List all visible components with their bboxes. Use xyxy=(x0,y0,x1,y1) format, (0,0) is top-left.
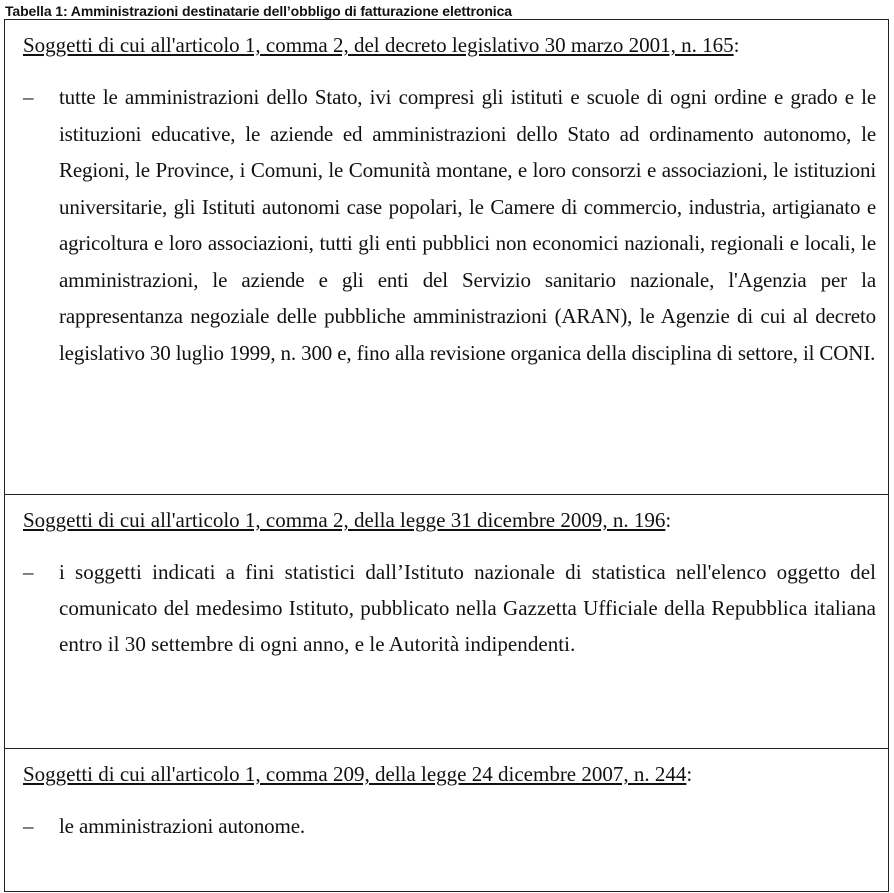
legal-reference: Soggetti di cui all'articolo 1, comma 2, del decreto legislativo 30 marzo 2001, n. 165 xyxy=(23,33,734,57)
table-row xyxy=(5,495,888,749)
dash-bullet: – xyxy=(23,814,34,838)
table-row xyxy=(5,20,888,495)
row-heading: Soggetti di cui all'articolo 1, comma 209, della legge 24 dicembre 2007, n. 244: xyxy=(23,762,693,786)
table-row xyxy=(5,749,888,891)
list-item-text: le amministrazioni autonome. xyxy=(59,814,305,838)
legal-reference: Soggetti di cui all'articolo 1, comma 209, della legge 24 dicembre 2007, n. 244 xyxy=(23,762,687,786)
obligated-administrations-table xyxy=(4,19,889,892)
list-item xyxy=(23,554,876,662)
legal-reference: Soggetti di cui all'articolo 1, comma 2, della legge 31 dicembre 2009, n. 196 xyxy=(23,508,666,532)
list-item xyxy=(23,808,876,845)
dash-bullet: – xyxy=(23,560,34,584)
dash-bullet: – xyxy=(23,85,34,109)
list-item xyxy=(23,79,876,371)
list-item-text: tutte le amministrazioni dello Stato, ivi compresi gli istituti e scuole di ogni ordine e grado e le istituzioni educative, le aziende ed amministrazioni dello Stato ad ordinamento autonomo, le Regioni, le Province, i Comuni, le Comunità montane, e loro consorzi e associazioni, le istituzioni universitarie, gli Istituti autonomi case popolari, le Camere di commercio, industria, artigianato e agricoltura e loro associazioni, tutti gli enti pubblici non economici nazionali, regionali e locali, le amministrazioni, le aziende e gli enti del Servizio sanitario nazionale, l'Agenzia per la rappresentanza negoziale delle pubbliche amministrazioni (ARAN), le Agenzie di cui al decreto legislativo 30 luglio 1999, n. 300 e, fino alla revisione organica della disciplina di settore, il CONI. xyxy=(59,85,876,365)
row-heading: Soggetti di cui all'articolo 1, comma 2, della legge 31 dicembre 2009, n. 196: xyxy=(23,508,672,532)
table-caption: Tabella 1: Amministrazioni destinatarie dell’obbligo di fatturazione elettronica xyxy=(5,3,512,19)
row-heading: Soggetti di cui all'articolo 1, comma 2, del decreto legislativo 30 marzo 2001, n. 165: xyxy=(23,33,740,57)
list-item-text: i soggetti indicati a fini statistici dall’Istituto nazionale di statistica nell'elenco oggetto del comunicato del medesimo Istituto, pubblicato nella Gazzetta Ufficiale della Repubblica italiana entro il 30 settembre di ogni anno, e le Autorità indipendenti. xyxy=(59,560,876,656)
